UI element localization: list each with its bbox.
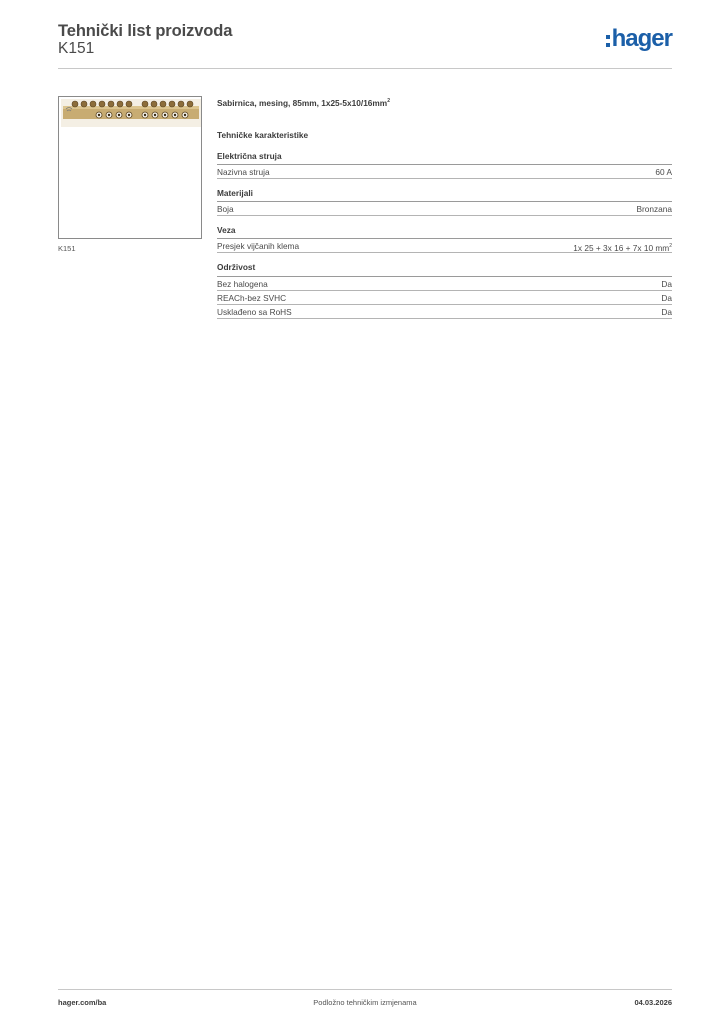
spec-label: REACh-bez SVHC [217, 293, 287, 303]
spec-group-materials [217, 187, 672, 216]
group-title: Održivost [217, 262, 256, 272]
spec-value-text: 1x 25 + 3x 16 + 7x 10 mm [573, 242, 670, 253]
spec-value: Bronzana [636, 204, 672, 214]
spec-row [217, 291, 672, 305]
spec-value [573, 239, 672, 252]
spec-group-electric-current [217, 150, 672, 179]
spec-title: Tehničke karakteristike [217, 130, 309, 140]
logo-dots-icon [606, 35, 610, 47]
spec-panel [217, 94, 672, 319]
product-description-text: Sabirnica, mesing, 85mm, 1x25-5x10/16mm [217, 97, 388, 108]
page-header [58, 22, 672, 70]
group-title: Električna struja [217, 151, 282, 161]
product-description-sup: 2 [387, 98, 390, 104]
spec-row [217, 239, 672, 253]
page-footer [58, 998, 672, 1010]
footer-divider [58, 989, 672, 990]
group-title: Materijali [217, 188, 253, 198]
spec-group-sustainability [217, 261, 672, 319]
busbar-image [61, 99, 201, 129]
spec-label: Usklađeno sa RoHS [217, 307, 292, 317]
spec-label: Boja [217, 204, 234, 214]
spec-value-sup: 2 [669, 243, 672, 249]
footer-date: 04.03.2026 [634, 998, 672, 1007]
spec-value: Da [661, 307, 672, 317]
spec-value: Da [661, 293, 672, 303]
spec-label: Bez halogena [217, 279, 268, 289]
spec-label: Nazivna struja [217, 167, 270, 177]
group-title: Veza [217, 225, 236, 235]
spec-row [217, 165, 672, 179]
spec-row [217, 305, 672, 319]
product-description [217, 94, 672, 108]
spec-value: 60 A [655, 167, 672, 177]
spec-row [217, 202, 672, 216]
spec-value: Da [661, 279, 672, 289]
document-title: Tehnički list proizvoda [58, 22, 233, 40]
header-divider [58, 68, 672, 69]
image-caption: K151 [58, 244, 76, 253]
spec-group-connection [217, 224, 672, 253]
footer-notice: Podložno tehničkim izmjenama [313, 998, 417, 1007]
footer-website-link[interactable]: hager.com/ba [58, 998, 107, 1007]
spec-row [217, 277, 672, 291]
spec-label: Presjek vijčanih klema [217, 241, 300, 251]
hager-logo [606, 26, 672, 52]
product-image [58, 96, 202, 239]
product-code: K151 [58, 40, 95, 57]
logo-text: hager [611, 25, 672, 52]
